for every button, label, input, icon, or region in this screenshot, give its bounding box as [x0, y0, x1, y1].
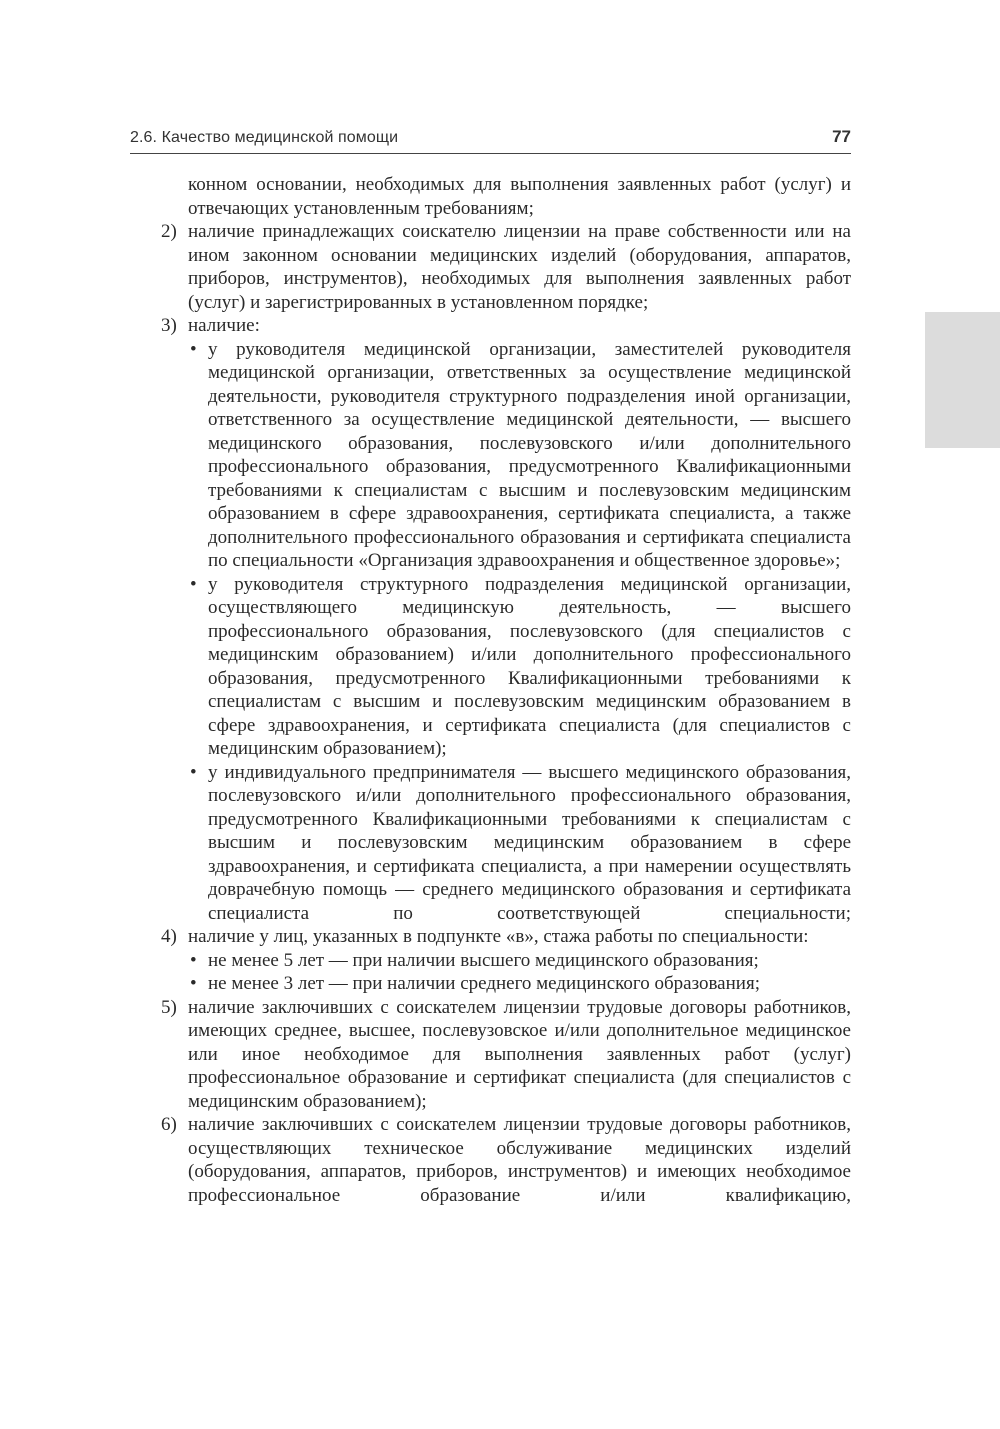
list-item-5 — [130, 996, 851, 1114]
chapter-thumb-tab — [925, 312, 1000, 448]
bullet-item — [190, 949, 851, 973]
page-body — [130, 173, 851, 1207]
bullet-list — [130, 949, 851, 996]
bullet-icon: • — [190, 573, 197, 595]
list-item-text: наличие принадлежащих соискателю лицензии на праве собственности или на ином законном основании медицинских изделий (оборудования, аппаратов, приборов, инструментов), необходимых для выполнения заявленных работ (услуг) и зарегистрированных в установленном порядке; — [188, 221, 851, 313]
list-number: 5) — [161, 996, 177, 1018]
continuation-paragraph: конном основании, необходимых для выполнения заявленных работ (услуг) и отвечающих установленным требованиям; — [188, 174, 851, 219]
bullet-item — [190, 338, 851, 573]
list-item-text: наличие заключивших с соискателем лицензии трудовые договоры работников, имеющих среднее, высшее, послевузовское и/или дополнительное медицинское или иное необходимое для выполнения заявленных работ (услуг) профессиональное образование и сертификат специалиста (для специалистов с медицинским образованием); — [188, 996, 851, 1112]
list-item-3 — [130, 314, 851, 338]
bullet-text: у руководителя структурного подразделения медицинской организации, осуществляющего медицинскую деятельность, — высшего профессионального образования, послевузовского (для специалистов с медицинским образованием) и/или дополнительного профессионального образования, предусмотренного Квалификационными требованиями к специалистам с высшим и послевузовским медицинским образованием в сфере здравоохранения, и сертификата специалиста (для специалистов с медицинским образованием); — [208, 573, 851, 759]
running-header — [130, 127, 851, 154]
bullet-text: не менее 3 лет — при наличии среднего медицинского образования; — [208, 973, 760, 994]
list-item-text: наличие: — [188, 315, 260, 336]
bullet-text: не менее 5 лет — при наличии высшего медицинского образования; — [208, 949, 759, 971]
section-title: 2.6. Качество медицинской помощи — [130, 129, 399, 146]
list-item-4 — [130, 925, 851, 949]
bullet-list — [130, 338, 851, 926]
bullet-text: у индивидуального предпринимателя — высшего медицинского образования, послевузовского и/или дополнительного профессионального образования, предусмотренного Квалификационными требованиями к специалистам с высшим и послевузовским медицинским образованием в сфере здравоохранения, и сертификата специалиста, а при намерении осуществлять доврачебную помощь — среднего медицинского образования и сертификата специалиста по соответствующей специальности; — [208, 761, 851, 924]
bullet-item — [190, 573, 851, 761]
list-number: 2) — [161, 221, 177, 242]
bullet-text: у руководителя медицинской организации, заместителей руководителя медицинской организации, ответственных за осуществление медицинской деятельности, руководителя структурного подразделения иной организации, ответственного за осуществление медицинской деятельности, — высшего медицинского образования, послевузовского и/или дополнительного профессионального образования, предусмотренного Квалификационными требованиями к специалистам с высшим и послевузовским медицинским образованием в сфере здравоохранения, сертификата специалиста, а также дополнительного профессионального образования и сертификата специалиста по специальности «Организация здравоохранения и общественное здоровье»; — [208, 338, 851, 571]
list-item-text: наличие у лиц, указанных в подпункте «в», стажа работы по специальности: — [188, 926, 809, 947]
bullet-icon: • — [190, 761, 197, 783]
list-item-6 — [130, 1113, 851, 1207]
bullet-icon: • — [190, 949, 197, 971]
list-item-text: наличие заключивших с соискателем лицензии трудовые договоры работников, осуществляющих техническое обслуживание медицинских изделий (оборудования, аппаратов, приборов, инструментов) и имеющих необходимое профессиональное образование и/или квалификацию, — [188, 1114, 851, 1206]
bullet-icon: • — [190, 973, 197, 994]
list-item-2 — [130, 220, 851, 314]
list-number: 3) — [161, 315, 177, 336]
bullet-icon: • — [190, 338, 197, 360]
page-number: 77 — [832, 127, 851, 146]
bullet-item — [190, 761, 851, 926]
bullet-item — [190, 972, 851, 996]
list-number: 4) — [161, 926, 177, 947]
list-number: 6) — [161, 1114, 177, 1135]
